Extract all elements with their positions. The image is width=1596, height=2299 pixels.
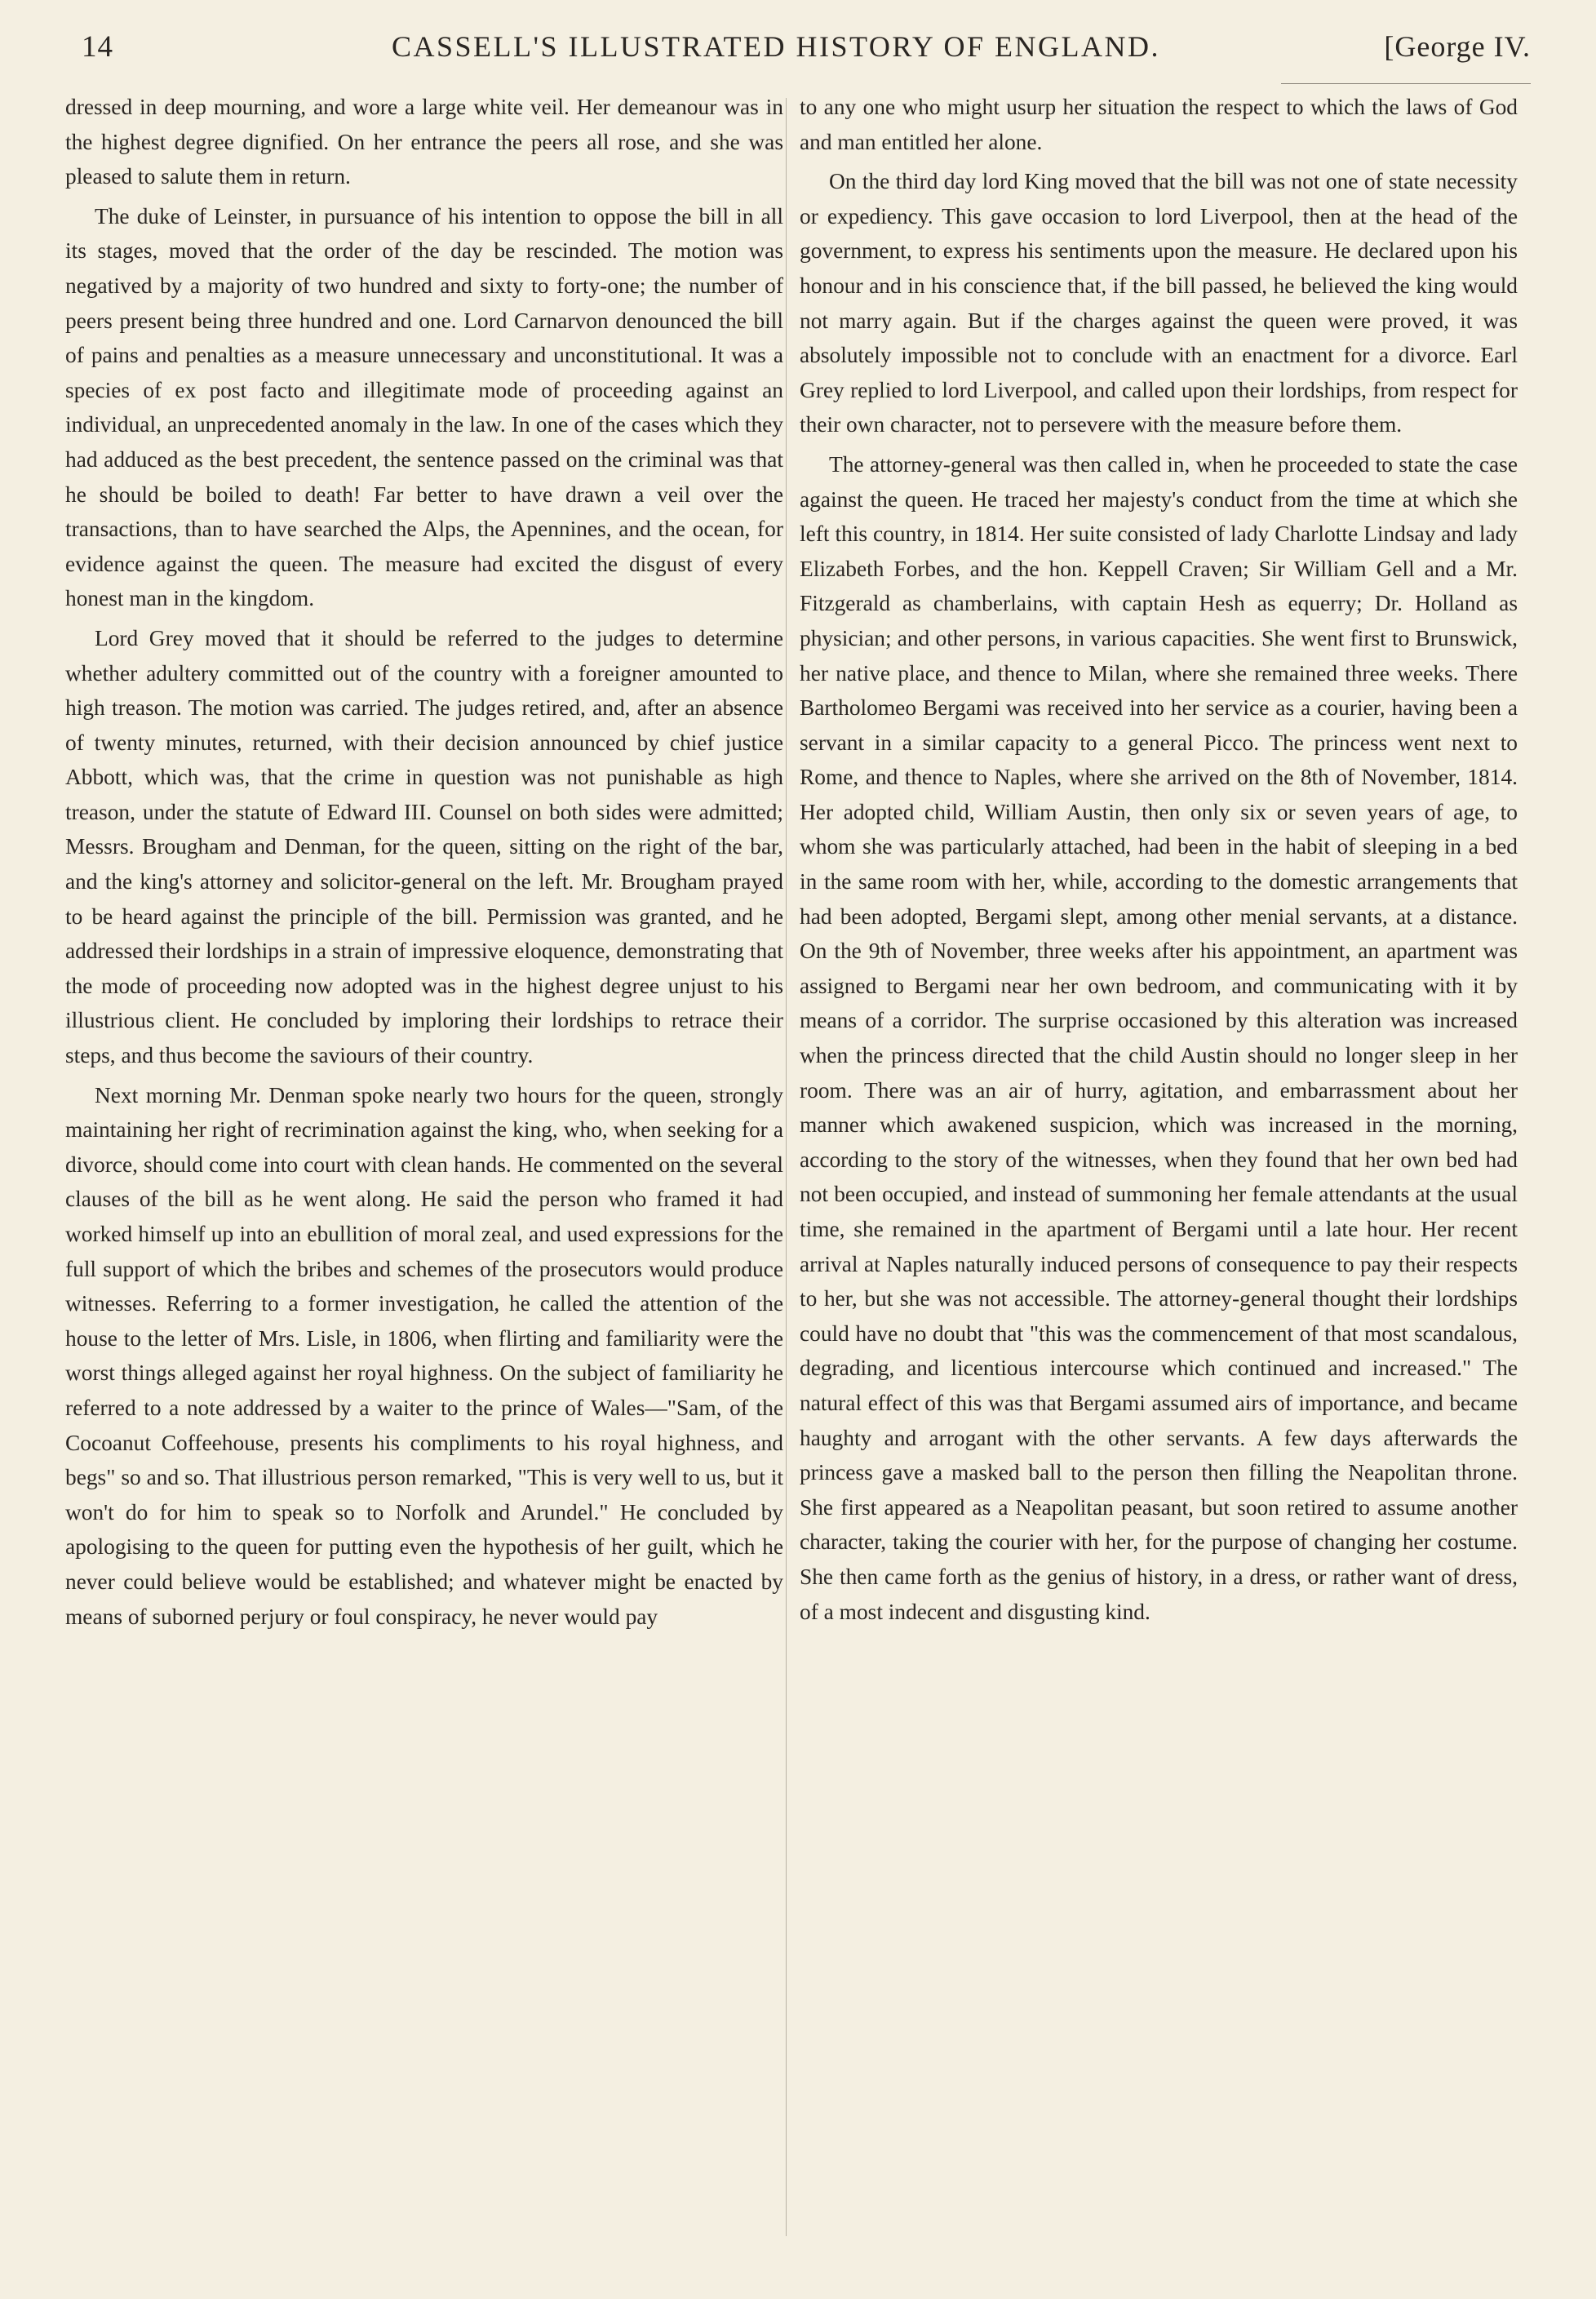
page-number: 14 [82, 30, 113, 64]
running-title: CASSELL'S ILLUSTRATED HISTORY OF ENGLAND. [392, 30, 1161, 63]
paragraph: dressed in deep mourning, and wore a large white veil. Her demeanour was in the highest degree dignified. On her entrance the peers all rose, and she was pleased to salute them in return. [65, 95, 783, 189]
paragraph: to any one who might usurp her situation the respect to which the laws of God and man entitled her alone. [800, 95, 1518, 154]
right-column [800, 90, 1518, 2252]
left-column [65, 90, 783, 2252]
column-divider [786, 98, 787, 2236]
header-rule [1281, 83, 1531, 84]
running-header [65, 29, 1531, 78]
paragraph: The duke of Leinster, in pursuance of his intention to oppose the bill in all its stages, moved that the order of the day be rescinded. The motion was negatived by a majority of two hundred and sixty to forty-one; the number of peers present being three hundred and one. Lord Carnarvon denounced the bill of pains and penalties as a measure unnecessary and unconstitutional. It was a species of ex post facto and illegitimate mode of proceeding against an individual, an unprecedented anomaly in the law. In one of the cases which they had adduced as the best precedent, the sentence passed on the criminal was that he should be boiled to death! Far better to have drawn a veil over the transactions, than to have searched the Alps, the Apennines, and the ocean, for evidence against the queen. The measure had excited the disgust of every honest man in the kingdom. [65, 203, 783, 611]
paragraph: The attorney-general was then called in, when he proceeded to state the case against the queen. He traced her majesty's conduct from the time at which she left this country, in 1814. Her suite consisted of lady Charlotte Lindsay and lady Elizabeth Forbes, and the hon. Keppell Craven; Sir William Gell and a Mr. Fitzgerald as chamberlains, with captain Hesh as equerry; Dr. Holland as physician; and other persons, in various capacities. She went first to Brunswick, her native place, and thence to Milan, where she remained three weeks. There Bartholomeo Bergami was received into her service as a courier, having been a servant in a similar capacity to a general Picco. The princess went next to Rome, and thence to Naples, where she arrived on the 8th of November, 1814. Her adopted child, William Austin, then only six or seven years of age, to whom she was particularly attached, had been in the habit of sleeping in a bed in the same room with her, while, according to the domestic arrangements that had been adopted, Bergami slept, among other menial servants, at a distance. On the 9th of November, three weeks after his appointment, an apartment was assigned to Bergami near her own bedroom, and communicating with it by means of a corridor. The surprise occasioned by this alteration was increased when the princess directed that the child Austin should no longer sleep in her room. There was an air of hurry, agitation, and embarrassment about her manner which awakened suspicion, which was increased in the morning, according to the story of the witnesses, when they found that her own bed had not been occupied, and instead of summoning her female attendants at the usual time, she remained in the apartment of Bergami until a late hour. Her recent arrival at Naples naturally induced persons of consequence to pay their respects to her, but she was not accessible. The attorney-general thought their lordships could have no doubt that "this was the commencement of that most scandalous, degrading, and licentious intercourse which continued and increased." The natural effect of this was that Bergami assumed airs of importance, and became haughty and arrogant with the other servants. A few days afterwards the princess gave a masked ball to the person then filling the Neapolitan throne. She first appeared as a Neapolitan peasant, but soon retired to assume another character, taking the courier with her, for the purpose of changing her costume. She then came forth as the genius of history, in a dress, or rather want of dress, of a most indecent and disgusting kind. [800, 451, 1518, 1624]
paragraph: Next morning Mr. Denman spoke nearly two hours for the queen, strongly maintaining her right of recrimination against the king, who, when seeking for a divorce, should come into court with clean hands. He commented on the several clauses of the bill as he went along. He said the person who framed it had worked himself up into an ebullition of moral zeal, and used expressions for the full support of which the bribes and schemes of the prosecutors would produce witnesses. Referring to a former investigation, he called the attention of the house to the letter of Mrs. Lisle, in 1806, when flirting and familiarity were the worst things alleged against her royal highness. On the subject of familiarity he referred to a note addressed by a waiter to the prince of Wales—"Sam, of the Cocoanut Coffeehouse, presents his compliments to his royal highness, and begs" so and so. That illustrious person remarked, "This is very well to us, but it won't do for him to speak so to Norfolk and Arundel." He concluded by apologising to the queen for putting even the hypothesis of her guilt, which he never could believe would be established; and whatever might be enacted by means of suborned perjury or foul conspiracy, he never would pay [65, 1082, 783, 1629]
paragraph: On the third day lord King moved that the bill was not one of state necessity or expediency. This gave occasion to lord Liverpool, then at the head of the government, to express his sentiments upon the measure. He declared upon his honour and in his conscience that, if the bill passed, he believed the king would not marry again. But if the charges against the queen were proved, it was absolutely impossible not to conclude with an enactment for a divorce. Earl Grey replied to lord Liverpool, and called upon their lordships, from respect for their own character, not to persevere with the measure before them. [800, 169, 1518, 437]
running-section: [George IV. [1384, 30, 1531, 63]
paragraph: Lord Grey moved that it should be referred to the judges to determine whether adultery committed out of the country with a foreigner amounted to high treason. The motion was carried. The judges retired, and, after an absence of twenty minutes, returned, with their decision announced by chief justice Abbott, which was, that the crime in question was not punishable as high treason, under the statute of Edward III. Counsel on both sides were admitted; Messrs. Brougham and Denman, for the queen, sitting on the right of the bar, and the king's attorney and solicitor-general on the left. Mr. Brougham prayed to be heard against the principle of the bill. Permission was granted, and he addressed their lordships in a strain of impressive eloquence, demonstrating that the mode of proceeding now adopted was in the highest degree unjust to his illustrious client. He concluded by imploring their lordships to retrace their steps, and thus become the saviours of their country. [65, 625, 783, 1068]
